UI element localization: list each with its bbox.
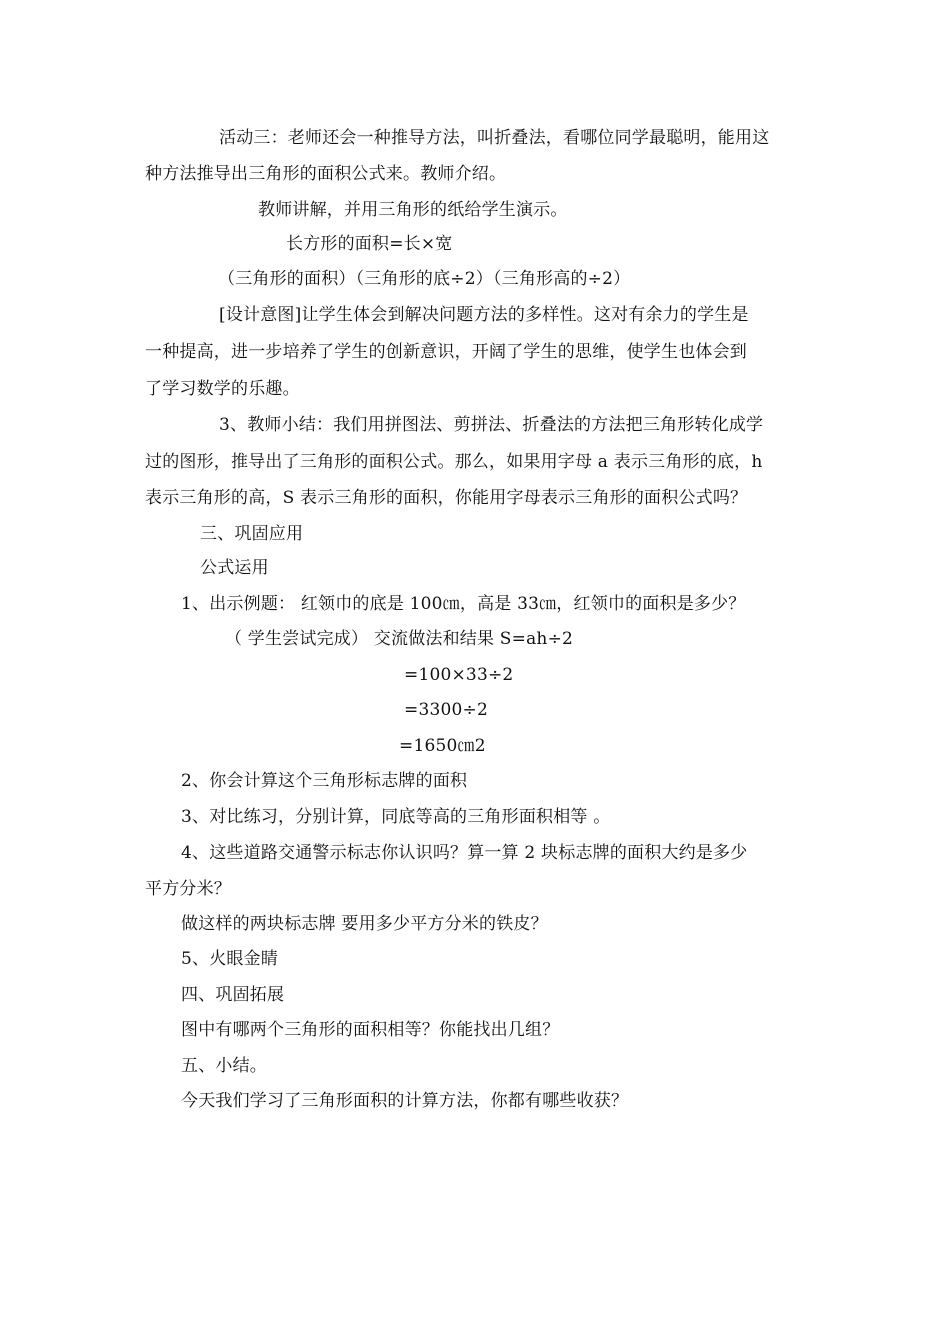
- design-intent-cont-2: 了学习数学的乐趣。: [145, 379, 300, 399]
- exercise-3: 3、对比练习，分别计算，同底等高的三角形面积相等 。: [181, 807, 611, 827]
- exercise-4-followup: 做这样的两块标志牌 要用多少平方分米的铁皮？: [181, 914, 548, 934]
- calculation-result: =1650㎝2: [399, 736, 486, 756]
- section-heading-consolidate: 三、巩固应用: [200, 524, 304, 544]
- exercise-4-cont: 平方分米？: [145, 879, 231, 899]
- teacher-summary-cont-1: 过的图形，推导出了三角形的面积公式。那么，如果用字母 a 表示三角形的底，h: [145, 452, 763, 472]
- student-attempt: （ 学生尝试完成） 交流做法和结果 S=ah÷2: [225, 629, 574, 649]
- exercise-5: 5、火眼金睛: [181, 949, 279, 969]
- teacher-summary-cont-2: 表示三角形的高，S 表示三角形的面积，你能用字母表示三角形的面积公式吗？: [145, 488, 748, 508]
- exercise-4: 4、这些道路交通警示标志你认识吗？算一算 2 块标志牌的面积大约是多少: [181, 843, 748, 863]
- design-intent: [设计意图]让学生体会到解决问题方法的多样性。这对有余力的学生是: [219, 305, 749, 325]
- section-heading-summary: 五、小结。: [181, 1056, 267, 1076]
- calculation-step-1: =100×33÷2: [404, 665, 514, 685]
- rectangle-area-formula: 长方形的面积=长×宽: [286, 234, 453, 254]
- formula-usage-label: 公式运用: [200, 558, 269, 578]
- section-heading-extend: 四、巩固拓展: [181, 985, 285, 1005]
- extension-question: 图中有哪两个三角形的面积相等？你能找出几组？: [181, 1020, 560, 1040]
- paragraph-activity-three: 活动三：老师还会一种推导方法，叫折叠法，看哪位同学最聪明，能用这: [219, 128, 770, 148]
- exercise-2: 2、你会计算这个三角形标志牌的面积: [181, 771, 468, 791]
- calculation-step-2: =3300÷2: [404, 700, 488, 720]
- paragraph-activity-three-cont: 种方法推导出三角形的面积公式来。教师介绍。: [145, 164, 507, 184]
- teacher-summary: 3、教师小结：我们用拼图法、剪拼法、折叠法的方法把三角形转化成学: [219, 415, 764, 435]
- example-problem: 1、出示例题： 红领巾的底是 100㎝，高是 33㎝，红领巾的面积是多少？: [181, 594, 746, 614]
- teacher-explanation: 教师讲解，并用三角形的纸给学生演示。: [258, 200, 568, 220]
- triangle-area-breakdown: （三角形的面积）（三角形的底÷2）（三角形高的÷2）: [218, 269, 631, 289]
- design-intent-cont-1: 一种提高，进一步培养了学生的创新意识，开阔了学生的思维，使学生也体会到: [145, 342, 747, 362]
- summary-question: 今天我们学习了三角形面积的计算方法，你都有哪些收获？: [181, 1091, 629, 1111]
